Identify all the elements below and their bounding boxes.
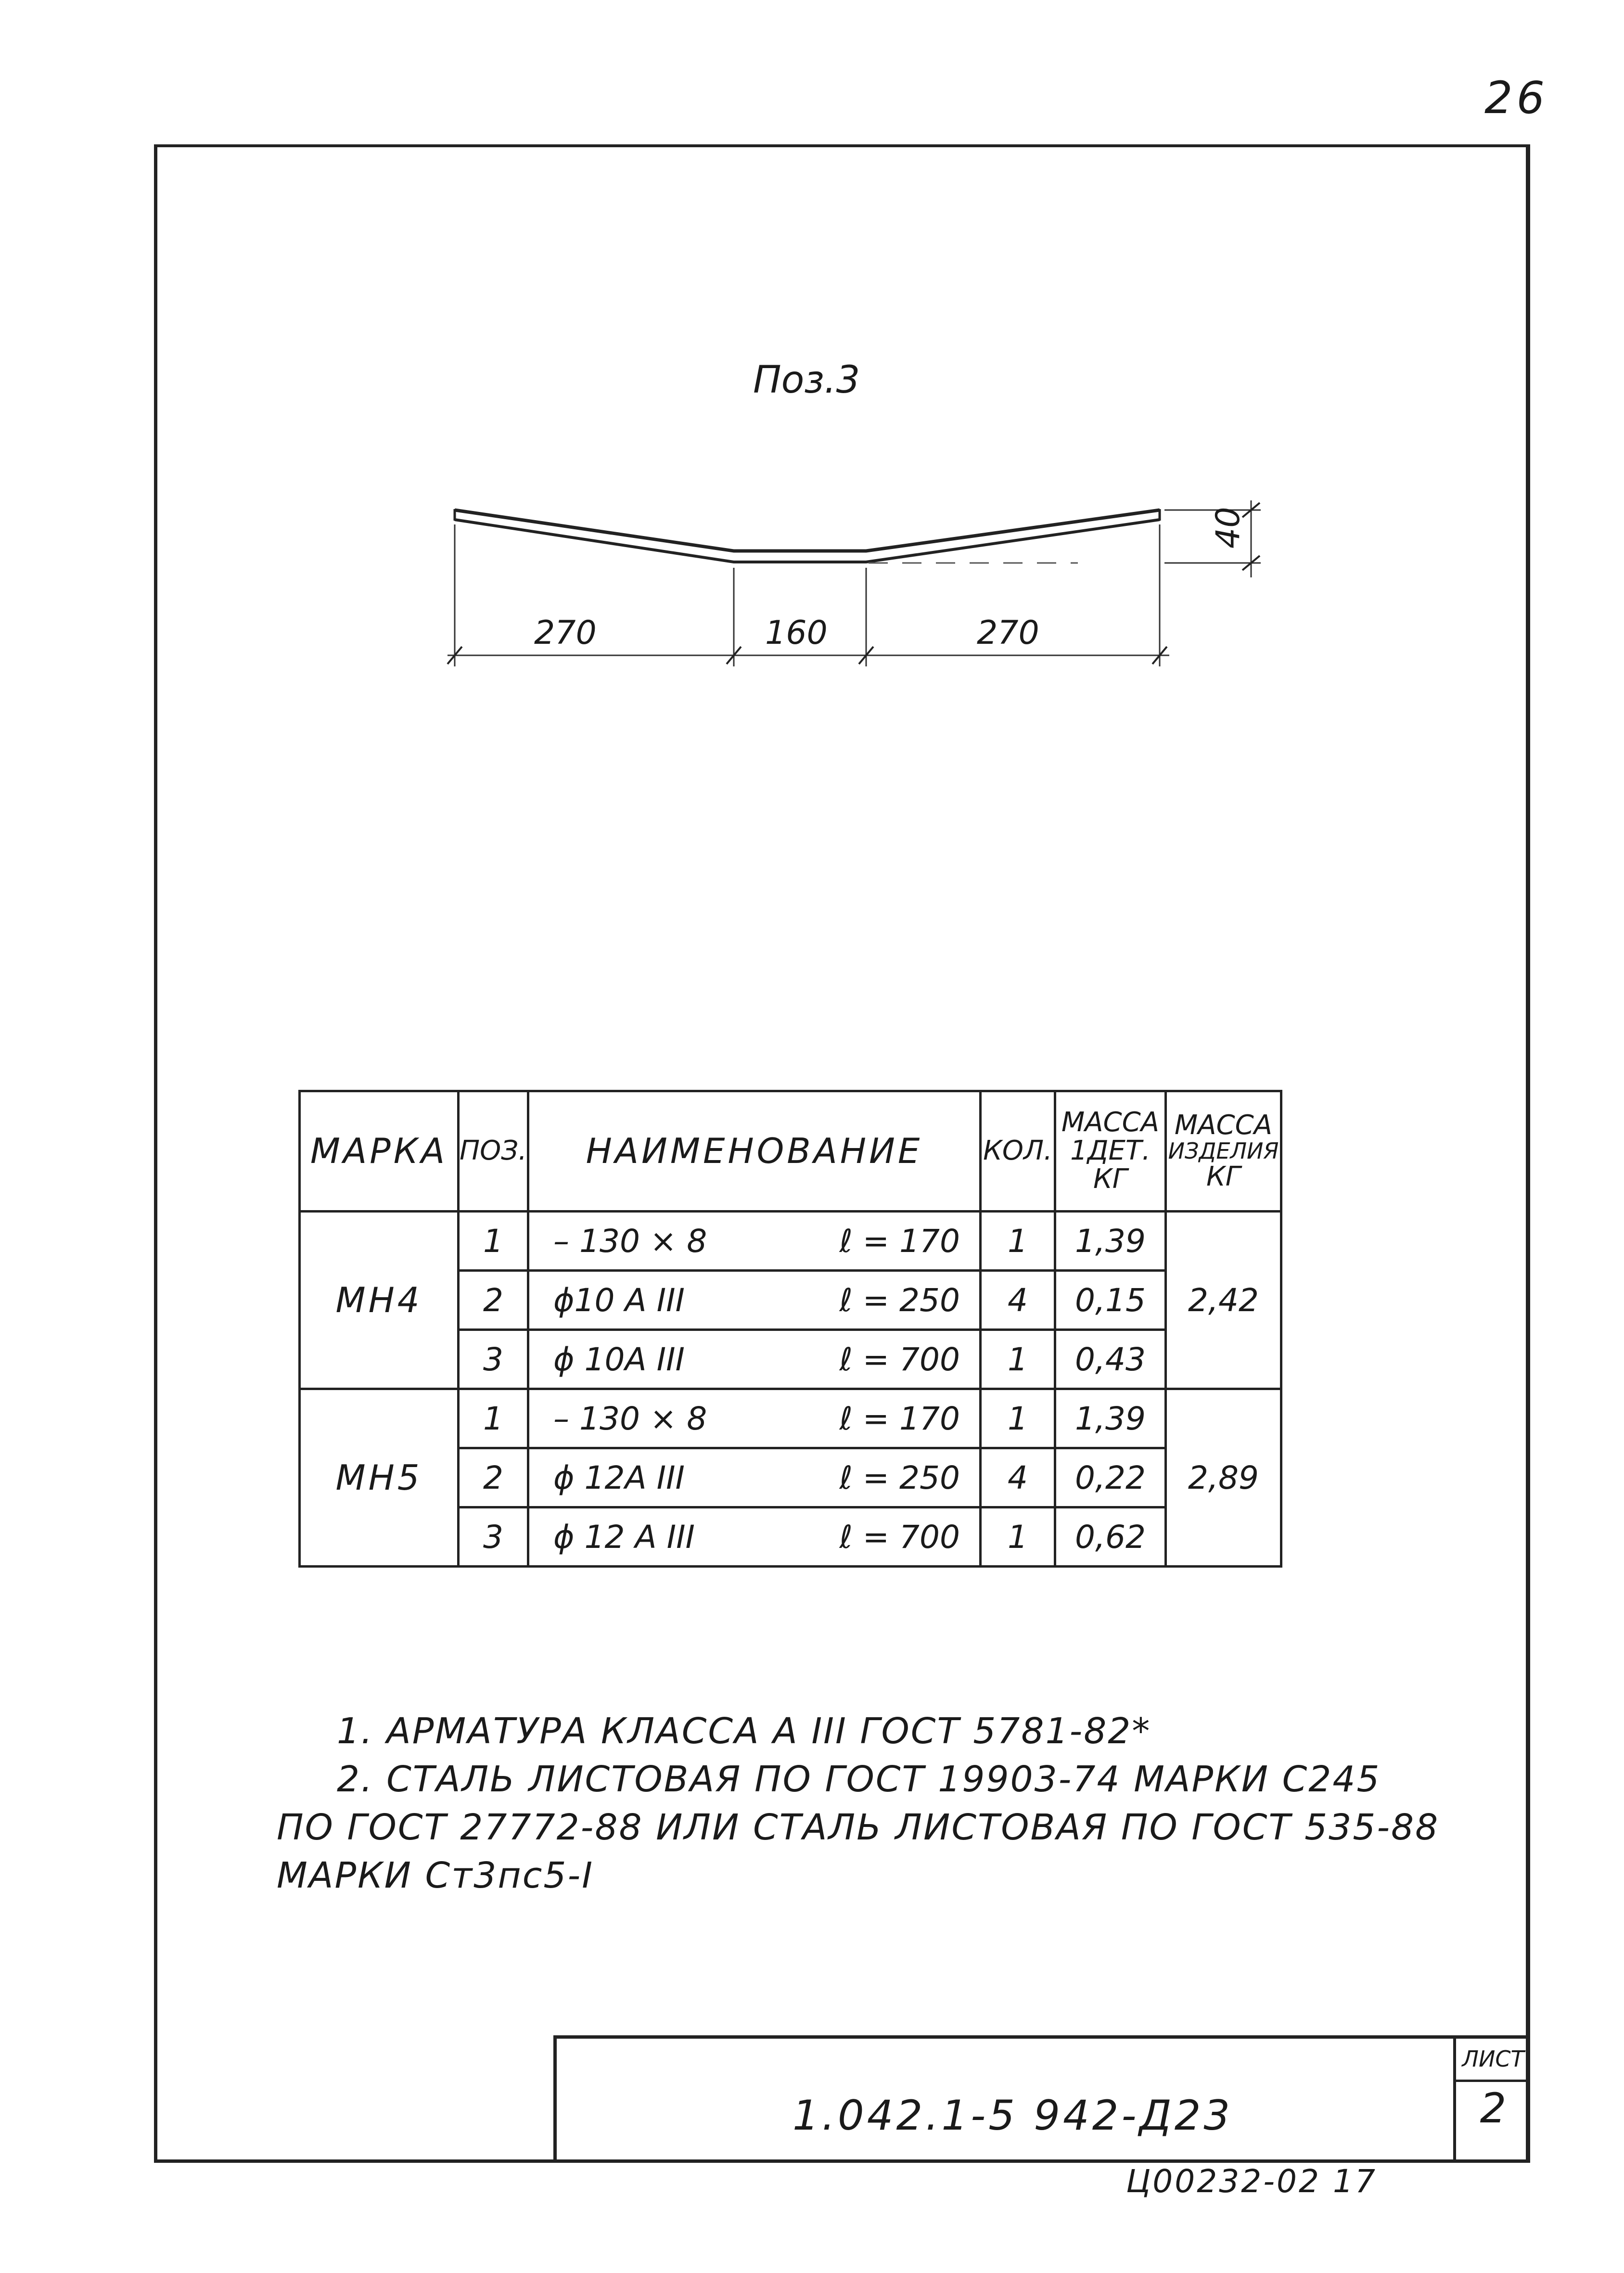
header-qty: КОЛ. xyxy=(981,1091,1055,1212)
dim-middle-label: 160 xyxy=(765,614,828,652)
item-name: ϕ 12 А III xyxy=(553,1518,695,1556)
bent-plate-top xyxy=(455,510,1160,551)
qty-cell: 1 xyxy=(981,1389,1055,1448)
document-code: 1.042.1-5 942-Д23 xyxy=(793,2092,1233,2140)
item-length: ℓ = 250 xyxy=(839,1281,960,1319)
note-line-2: 2. СТАЛЬ ЛИСТОВАЯ ПО ГОСТ 19903-74 МАРКИ С245 xyxy=(337,1759,1381,1800)
mass-cell: 1,39 xyxy=(1055,1212,1166,1271)
pos-cell: 2 xyxy=(459,1271,528,1330)
header-mark: МАРКА xyxy=(300,1091,459,1212)
table-header-row xyxy=(300,1091,1281,1212)
mass-cell: 0,62 xyxy=(1055,1507,1166,1567)
header-name: НАИМЕНОВАНИЕ xyxy=(528,1091,981,1212)
mark-cell: МН4 xyxy=(300,1212,459,1389)
table-row xyxy=(300,1212,1281,1271)
detail-title: Поз.3 xyxy=(753,358,860,402)
header-mass-item-l3: КГ xyxy=(1093,1163,1127,1195)
qty-cell: 1 xyxy=(981,1330,1055,1389)
pos-cell: 1 xyxy=(459,1389,528,1448)
header-mass-product xyxy=(1166,1091,1281,1212)
name-cell xyxy=(528,1271,981,1330)
item-length: ℓ = 250 xyxy=(839,1459,960,1496)
header-pos: ПОЗ. xyxy=(459,1091,528,1212)
pos-cell: 2 xyxy=(459,1448,528,1507)
qty-cell: 1 xyxy=(981,1507,1055,1567)
header-mass-product-l2: ИЗДЕЛИЯ xyxy=(1168,1138,1279,1164)
item-name: ϕ10 А III xyxy=(553,1281,685,1319)
bent-bar-drawing xyxy=(433,481,1299,683)
item-length: ℓ = 170 xyxy=(839,1400,960,1437)
name-cell xyxy=(528,1389,981,1448)
header-mass-product-l3: КГ xyxy=(1206,1161,1240,1192)
dim-right-label: 270 xyxy=(977,614,1039,652)
note-line-4: МАРКИ Ст3пс5-I xyxy=(277,1855,594,1896)
sheet-number: 2 xyxy=(1480,2084,1507,2133)
mass-cell: 1,39 xyxy=(1055,1389,1166,1448)
mass-cell: 0,15 xyxy=(1055,1271,1166,1330)
mark-cell: МН5 xyxy=(300,1389,459,1567)
dim-height-label: 40 xyxy=(1209,507,1247,549)
header-mass-item-l1: МАССА xyxy=(1061,1107,1160,1138)
pos-cell: 1 xyxy=(459,1212,528,1271)
name-cell xyxy=(528,1330,981,1389)
name-cell xyxy=(528,1507,981,1567)
total-mass-cell: 2,42 xyxy=(1166,1212,1281,1389)
item-length: ℓ = 700 xyxy=(839,1518,960,1556)
qty-cell: 4 xyxy=(981,1271,1055,1330)
archive-code: Ц00232-02 17 xyxy=(1126,2163,1377,2200)
title-block xyxy=(553,2035,1530,2163)
item-length: ℓ = 170 xyxy=(839,1222,960,1260)
pos-cell: 3 xyxy=(459,1507,528,1567)
header-mass-product-l1: МАССА xyxy=(1174,1109,1273,1141)
name-cell xyxy=(528,1212,981,1271)
item-name: – 130 × 8 xyxy=(553,1400,707,1437)
table-row xyxy=(300,1389,1281,1448)
page-number: 26 xyxy=(1484,72,1549,124)
qty-cell: 1 xyxy=(981,1212,1055,1271)
item-name: ϕ 12А III xyxy=(553,1459,685,1496)
header-mass-item xyxy=(1055,1091,1166,1212)
total-mass-cell: 2,89 xyxy=(1166,1389,1281,1567)
item-length: ℓ = 700 xyxy=(839,1341,960,1378)
note-line-1: 1. АРМАТУРА КЛАССА А III ГОСТ 5781-82* xyxy=(337,1711,1151,1752)
item-name: – 130 × 8 xyxy=(553,1222,707,1260)
qty-cell: 4 xyxy=(981,1448,1055,1507)
name-cell xyxy=(528,1448,981,1507)
header-mass-item-l2: 1ДЕТ. xyxy=(1070,1135,1151,1167)
specification-table xyxy=(298,1090,1282,1568)
note-line-3: ПО ГОСТ 27772-88 ИЛИ СТАЛЬ ЛИСТОВАЯ ПО ГОСТ 535-88 xyxy=(277,1807,1440,1848)
sheet-label: ЛИСТ xyxy=(1456,2039,1530,2082)
pos-cell: 3 xyxy=(459,1330,528,1389)
mass-cell: 0,22 xyxy=(1055,1448,1166,1507)
sheet-box xyxy=(1453,2039,1530,2163)
dim-left-label: 270 xyxy=(534,614,597,652)
item-name: ϕ 10А III xyxy=(553,1341,685,1378)
mass-cell: 0,43 xyxy=(1055,1330,1166,1389)
